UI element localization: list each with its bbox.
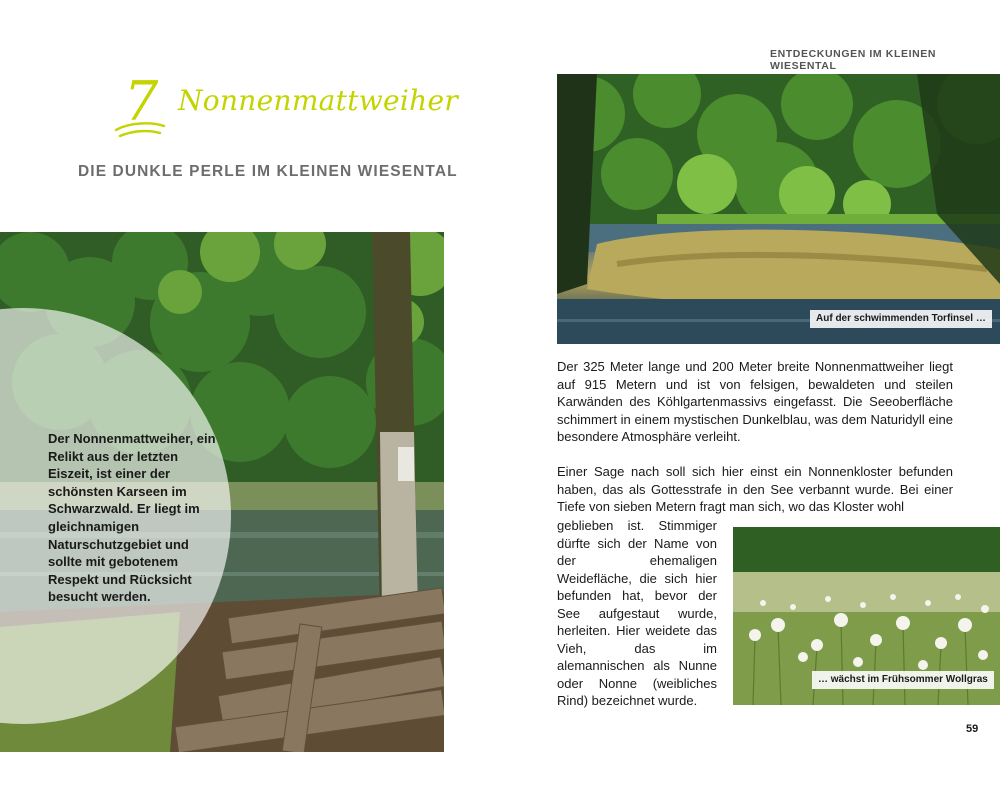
chapter-title: Nonnenmattweiher (178, 84, 459, 117)
caption-cotton-grass: … wächst im Frühsommer Wollgras (812, 671, 994, 689)
peat-island-illustration (557, 74, 1000, 344)
intro-text: Der Nonnenmattweiher, ein Relikt aus der letzten Eiszeit, ist einer der schönsten Karseen im Schwarzwald. Er liegt im gleichnamigen Naturschutzgebiet und sollte mit gebotenem Respekt und Rücksicht besucht werden. (48, 431, 216, 605)
chapter-subtitle: DIE DUNKLE PERLE IM KLEINEN WIESENTAL (78, 163, 458, 180)
paragraph-3: geblieben ist. Stimmiger dürfte sich der Name von der ehemaligen Weidefläche, die sich hier befunden hat, bevor der See aufgestaut wurde, herleiten. Hier weidete das Vieh, das im alemannischen als Nunne oder Nonne (weibliches Rind) bezeichnet wurde. (557, 518, 717, 708)
chapter-heading (112, 70, 459, 142)
running-head: ENTDECKUNGEN IM KLEINEN WIESENTAL (770, 48, 937, 72)
paragraph-2: Einer Sage nach soll sich hier einst ein Nonnenkloster befunden haben, das als Gottesstrafe in den See verbannt wurde. Bei einer Tiefe von sieben Metern fragt man sich, wo das Kloster wohl (557, 464, 953, 514)
chapter-number: 7 (124, 70, 159, 133)
swoosh-decoration-icon (112, 116, 172, 140)
page-number: 59 (966, 723, 979, 735)
peat-island-photo (557, 74, 1000, 344)
paragraph-1: Der 325 Meter lange und 200 Meter breite Nonnenmattweiher liegt auf 915 Metern und ist von felsigen, bewaldeten und steilen Karwänden des Köhlgartenmassivs eingefasst. Die Seeoberfläche schimmert in einem mystischen Dunkelblau, was dem Naturidyll eine besondere Atmosphäre verleiht. (557, 359, 953, 444)
caption-peat-island: Auf der schwimmenden Torfinsel … (810, 310, 992, 328)
